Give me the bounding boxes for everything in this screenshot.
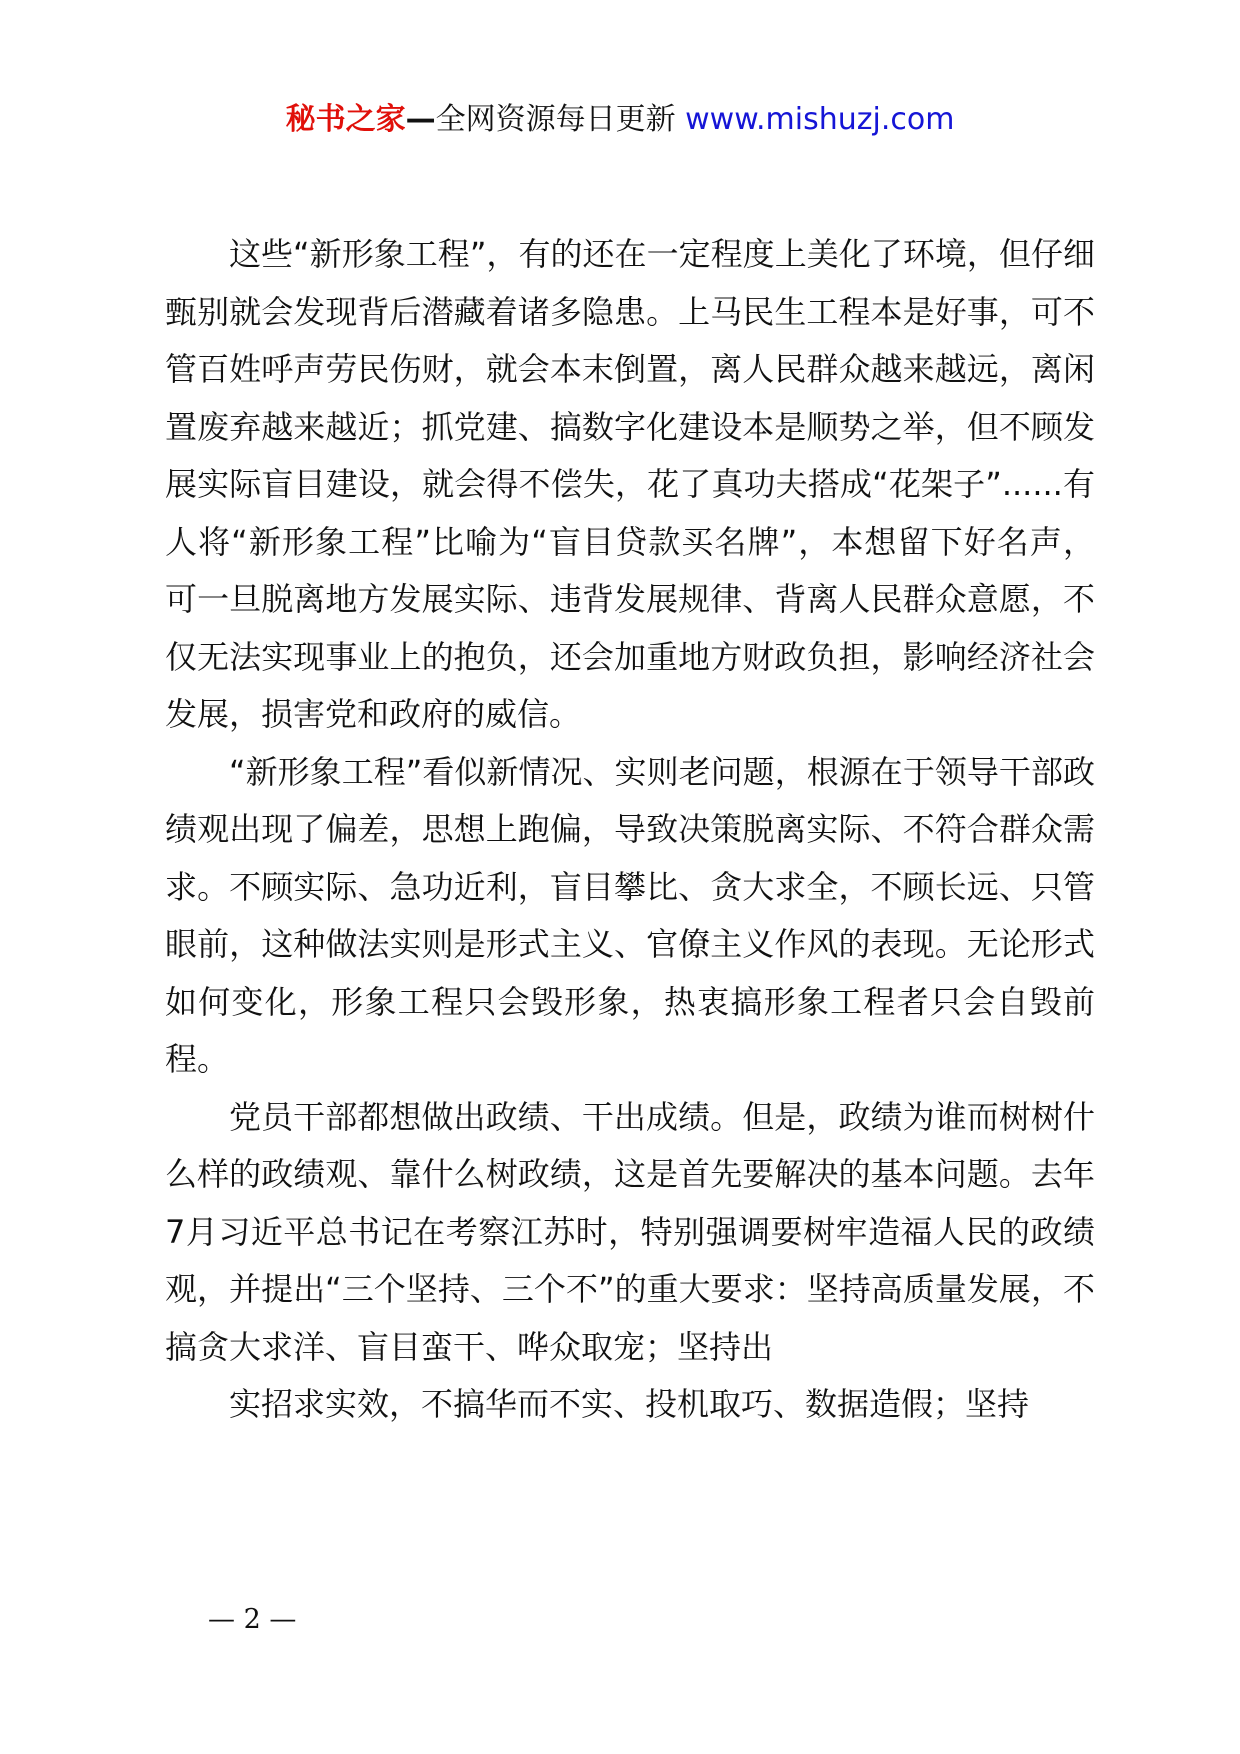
page-header <box>0 98 1240 142</box>
header-url: www.mishuzj.com <box>685 102 955 137</box>
document-body <box>165 226 1095 1434</box>
paragraph-4: 实招求实效，不搞华而不实、投机取巧、数据造假；坚持 <box>229 1385 1030 1423</box>
paragraph-3: 党员干部都想做出政绩、干出成绩。但是，政绩为谁而树树什么样的政绩观、靠什么树政绩，这是首先要解决的基本问题。去年7月习近平总书记在考察江苏时，特别强调要树牢造福人民的政绩观，并提出“三个坚持、三个不”的重大要求：坚持高质量发展，不搞贪大求洋、盲目蛮干、哗众取宠；坚持出 <box>165 1097 1095 1366</box>
paragraph-2: “新形象工程”看似新情况、实则老问题，根源在于领导干部政绩观出现了偏差，思想上跑偏，导致决策脱离实际、不符合群众需求。不顾实际、急功近利，盲目攀比、贪大求全，不顾长远、只管眼前，这种做法实则是形式主义、官僚主义作风的表现。无论形式如何变化，形象工程只会毁形象，热衷搞形象工程者只会自毁前程。 <box>165 752 1095 1078</box>
brand-name: 秘书之家 <box>285 102 406 137</box>
header-tagline: 全网资源每日更新 <box>435 102 676 137</box>
paragraph-1: 这些“新形象工程”，有的还在一定程度上美化了环境，但仔细甄别就会发现背后潜藏着诸多隐患。上马民生工程本是好事，可不管百姓呼声劳民伤财，就会本末倒置，离人民群众越来越远，离闲置废弃越来越近；抓党建、搞数字化建设本是顺势之举，但不顾发展实际盲目建设，就会得不偿失，花了真功夫搭成“花架子”......有人将“新形象工程”比喻为“盲目贷款买名牌”，本想留下好名声，可一旦脱离地方发展实际、违背发展规律、背离人民群众意愿，不仅无法实现事业上的抱负，还会加重地方财政负担，影响经济社会发展，损害党和政府的威信。 <box>165 235 1095 733</box>
page-number: — 2 — <box>208 1604 297 1635</box>
header-dash: — <box>405 102 436 137</box>
